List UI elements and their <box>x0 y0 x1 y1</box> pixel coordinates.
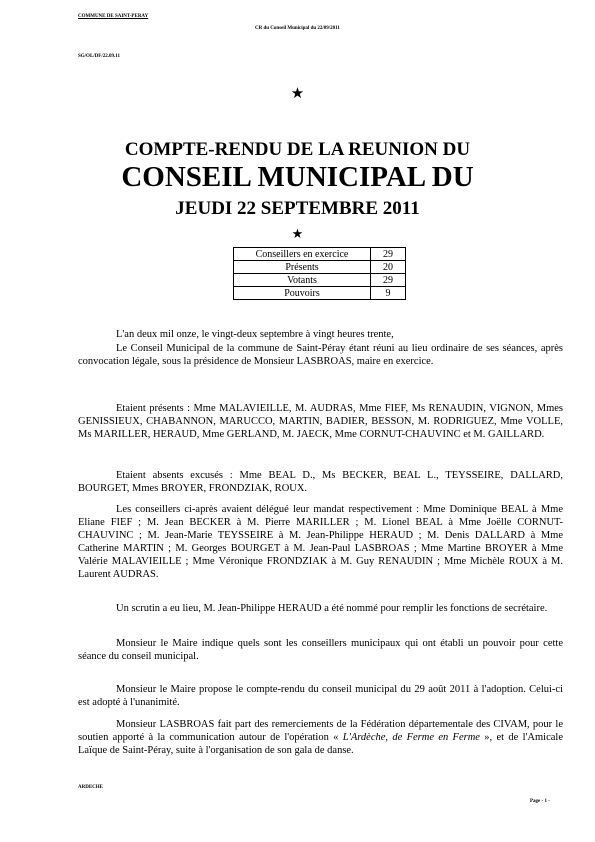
table-row <box>234 274 406 287</box>
title-line-1: COMPTE-RENDU DE LA REUNION DU <box>124 139 471 160</box>
paragraph-present <box>78 402 563 441</box>
footer-department: ARDECHE <box>78 785 104 790</box>
header-report-title: CR du Conseil Municipal du 22/09/2011 <box>255 26 340 31</box>
paragraph-powers <box>78 637 563 663</box>
title-line-3: JEUDI 22 SEPTEMBRE 2011 <box>175 198 420 219</box>
table-row <box>234 248 406 261</box>
table-cell-label: Votants <box>234 274 371 287</box>
table-cell-label: Pouvoirs <box>234 287 371 300</box>
paragraph-absent <box>78 469 563 495</box>
star-icon: ★ <box>290 86 305 102</box>
paragraph-thanks <box>78 718 563 757</box>
title-line-2: CONSEIL MUNICIPAL DU <box>121 161 474 193</box>
paragraph-proxies <box>78 503 563 581</box>
paragraph-text-part: », et de l'Amicale Laïque de Saint-Péray, suite à l'organisation de son gala de danse. <box>78 732 563 756</box>
paragraph-adoption <box>78 683 563 709</box>
paragraph-text: Monsieur le Maire propose le compte-rendu du conseil municipal du 29 août 2011 à l'adoption. Celui-ci est adopté à l'unanimité. <box>78 684 563 708</box>
star-icon: ★ <box>291 226 304 241</box>
table-row <box>234 261 406 274</box>
table-row <box>234 287 406 300</box>
paragraph-text: Le Conseil Municipal de la commune de Saint-Péray étant réuni au lieu ordinaire de ses séances, après convocation légale, sous la présidence de Monsieur LASBROAS, maire en exercice. <box>78 343 563 367</box>
header-commune: COMMUNE DE SAINT-PERAY <box>78 14 149 19</box>
paragraph-text: Les conseillers ci-après avaient délégué leur mandat respectivement : Mme Dominique BEAL à Mme Eliane FIEF ; M. Jean BECKER à M. Pierre MARILLER ; M. Lionel BEAL à Mme Joëlle CORNUT-CHAUVINC ; M. Jean-Marie TEYSSEIRE à M. Jean-Philippe HERAUD ; M. Denis DALLARD à Mme Catherine MARTIN ; M. Georges BOURGET à M. Jean-Paul LASBROAS ; Mme Martine BROYER à Mme Valérie MALAVIEILLE ; Mme Véronique FRONDZIAK à M. Guy RENAUDIN ; Mme Michèle ROUX à M. Laurent AUDRAS. <box>78 504 563 580</box>
paragraph-secretary <box>78 602 563 615</box>
paragraph-text: L'an deux mil onze, le vingt-deux septembre à vingt heures trente, <box>116 329 394 340</box>
table-cell-value: 9 <box>371 287 406 300</box>
paragraph-text: Monsieur le Maire indique quels sont les conseillers municipaux qui ont établi un pouvoir pour cette séance du conseil municipal. <box>78 638 563 662</box>
table-cell-label: Conseillers en exercice <box>234 248 371 261</box>
operation-name: L'Ardèche, de Ferme en Ferme <box>342 732 480 743</box>
attendance-table <box>233 247 406 300</box>
table-cell-value: 29 <box>371 274 406 287</box>
table-cell-value: 29 <box>371 248 406 261</box>
paragraph-text <box>78 718 563 757</box>
paragraph-text: Etaient présents : Mme MALAVIEILLE, M. AUDRAS, Mme FIEF, Ms RENAUDIN, VIGNON, Mmes GENISSIEUX, CHABANNON, MARUCCO, MARTIN, BADIER, BESSON, M. RODRIGUEZ, Mme VOLLE, Ms MARILLER, HERAUD, Mme GERLAND, M. JAECK, Mme CORNUT-CHAUVINC et M. GAILLARD. <box>78 403 563 440</box>
table-cell-label: Présents <box>234 261 371 274</box>
header-reference: SG/OL/DF/22.09.11 <box>78 54 120 59</box>
paragraph-text: Etaient absents excusés : Mme BEAL D., Ms BECKER, BEAL L., TEYSSEIRE, DALLARD, BOURGET, Mmes BROYER, FRONDZIAK, ROUX. <box>78 470 563 494</box>
paragraph-convocation <box>78 342 563 368</box>
paragraph-date <box>78 328 563 341</box>
paragraph-text: Un scrutin a eu lieu, M. Jean-Philippe HERAUD a été nommé pour remplir les fonctions de secrétaire. <box>116 603 548 614</box>
page-number: Page - 1 - <box>530 799 550 804</box>
table-cell-value: 20 <box>371 261 406 274</box>
paragraph-text-part: Monsieur LASBROAS fait part des remerciements de la Fédération départementale des CIVAM, pour le soutien apporté à la communication autour de l'opération « <box>78 719 563 743</box>
